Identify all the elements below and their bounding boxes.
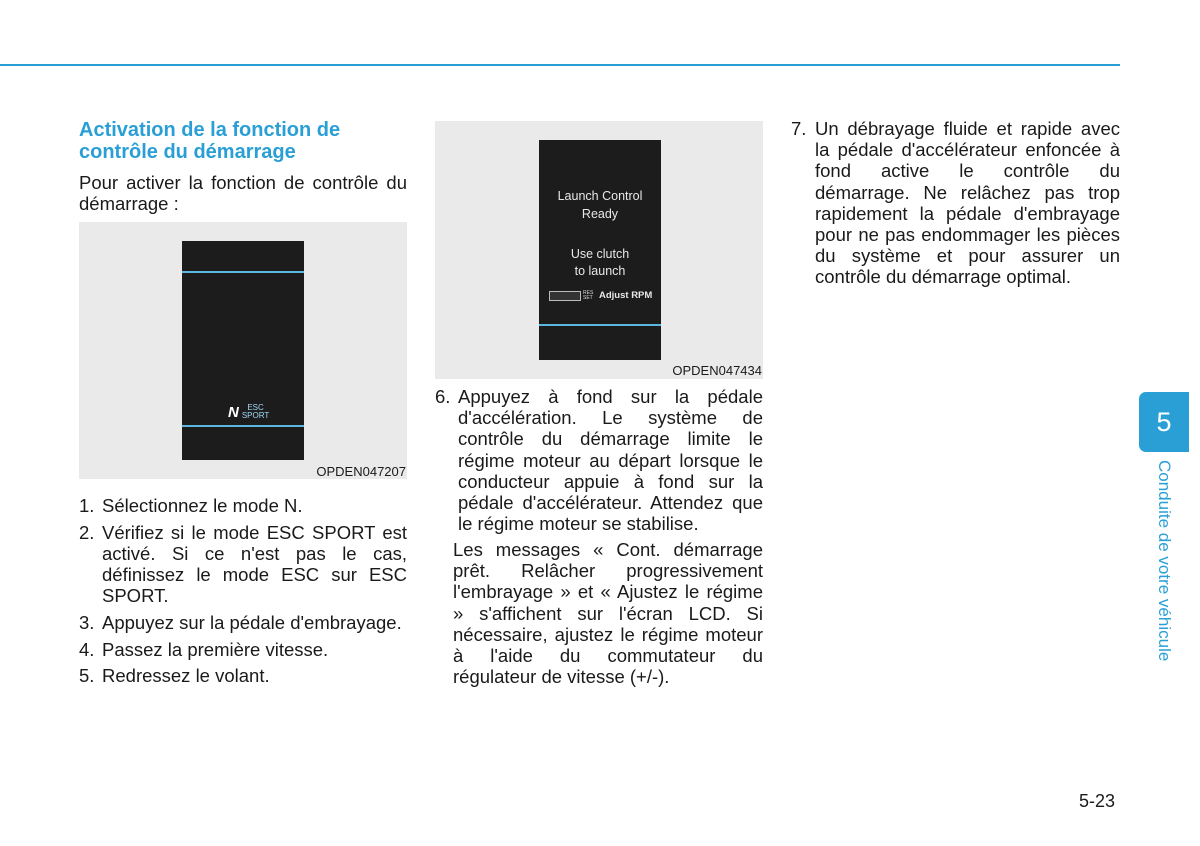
step-text: Un débrayage fluide et rapide avec la pédale d'accélérateur enfoncée à fond active le contrôle du démarrage. Ne relâchez pas trop rapidement la pédale d'embrayage pour ne pas endommager les pièces du système et pour assurer un contrôle du démarrage optimal. (815, 118, 1120, 288)
intro-paragraph: Pour activer la fonction de contrôle du démarrage : (79, 172, 407, 215)
list-item (79, 639, 407, 660)
lcd-line: Launch Control (557, 189, 643, 203)
cruise-switch-icon (549, 291, 581, 301)
figure-code: OPDEN047434 (672, 363, 762, 378)
figure-code: OPDEN047207 (316, 464, 406, 479)
step-text: Appuyez sur la pédale d'embrayage. (102, 612, 402, 634)
step-number: 2. (79, 521, 95, 543)
step-number: 4. (79, 638, 95, 660)
lcd-line: Ready (581, 207, 619, 221)
steps-list-2 (435, 386, 763, 534)
steps-list-3 (791, 118, 1120, 288)
list-item (79, 495, 407, 516)
step-text: Sélectionnez le mode N. (102, 495, 303, 516)
step-text: Passez la première vitesse. (102, 638, 329, 660)
esc-sport-indicator (242, 404, 269, 420)
n-mode-icon: N (228, 404, 239, 421)
step-text: Redressez le volant. (102, 665, 270, 687)
chapter-title: Conduite de votre véhicule (1155, 460, 1174, 662)
lcd-divider-bottom (539, 324, 661, 326)
adjust-rpm-label: Adjust RPM (599, 290, 653, 301)
list-item (435, 386, 763, 534)
n-esc-sport-logo (228, 404, 269, 420)
step-number: 7. (791, 118, 807, 139)
figure-esc-sport (79, 222, 407, 479)
chapter-tab: 5 (1139, 392, 1189, 452)
lcd-line: to launch (574, 264, 626, 278)
list-item (79, 522, 407, 607)
adjust-rpm-row (549, 290, 652, 301)
list-item (79, 665, 407, 686)
step-number: 6. (435, 386, 451, 407)
figure-launch-control (435, 121, 763, 379)
section-heading: Activation de la fonction de contrôle du démarrage (79, 119, 341, 163)
step-number: 3. (79, 612, 95, 634)
page-number: 5-23 (1079, 791, 1116, 811)
res-set-label: RES SET (583, 289, 594, 301)
step6-note: Les messages « Cont. démarrage prêt. Relâcher progressivement l'embrayage » et « Ajustez le régime » s'affichent sur l'écran LCD. Si nécessaire, ajustez le régime moteur à l'aide du commutateur du régulateur de vitesse (+/-). (453, 539, 763, 688)
sport-label: SPORT (241, 411, 270, 420)
header-rule (0, 64, 1120, 66)
step-number: 1. (79, 495, 95, 516)
lcd-line: Use clutch (570, 247, 630, 261)
list-item (79, 612, 407, 633)
list-item (791, 118, 1120, 288)
step-text: Vérifiez si le mode ESC SPORT est activé. Si ce n'est pas le cas, définissez le mode ESC sur ESC SPORT. (102, 521, 407, 607)
lcd-screen (182, 241, 304, 460)
esc-label: ESC (247, 403, 264, 412)
step-text: Appuyez à fond sur la pédale d'accélération. Le système de contrôle du démarrage limite le régime moteur au départ lorsque le conducteur appuie à fond sur la pédale d'accélérateur. Attendez que le régime moteur se stabilise. (458, 386, 763, 535)
lcd-divider-bottom (182, 425, 304, 427)
lcd-divider-top (182, 271, 304, 273)
step-number: 5. (79, 665, 95, 687)
lcd-screen (539, 140, 661, 360)
steps-list-1 (79, 495, 407, 692)
